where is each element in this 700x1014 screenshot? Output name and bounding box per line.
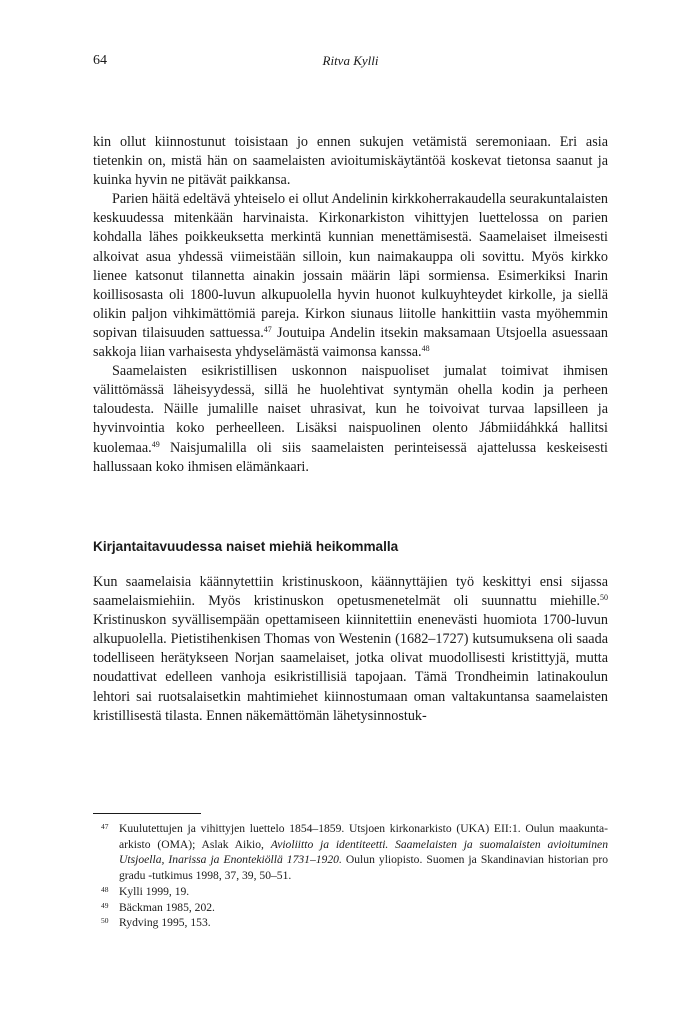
paragraph-text: kin ollut kiinnostunut toisistaan jo ennen sukujen vetämistä seremoniaan. Eri asia tietenkin on, mistä hän on saamelaisten avioitumiskäytäntöä koskevat tietonsa saanut ja kuinka hyvin ne pitävät paikkansa. bbox=[93, 134, 608, 189]
paragraph bbox=[93, 362, 608, 477]
footnote bbox=[93, 900, 608, 916]
paragraph-text: Kristinuskon syvällisempään opettamiseen kiinnitettiin enenevästi huomiota 1700-luvun alkupuolella. Pietistihenkisen Thomas von Westenin (1682–1727) kutsumuksena oli saada todelliseen herätykseen Norjan saamelaiset, jotka olivat muodollisesti kristittyjä, mutta noudattivat edelleen vanhoja esikristillisiä tapojaan. Tämä Trondheimin latinakoulun lehtori sai ruotsalaisetkin mahtimiehet kiinnostumaan oman valtakuntansa saamelaisten kristillisestä tilasta. Ennen näkemättömän lähetysinnostuk- bbox=[93, 612, 608, 724]
page-number: 64 bbox=[93, 53, 107, 68]
paragraph-text: Naisjumalilla oli siis saamelaisten perinteisessä ajattelussa keskeisesti hallussaan koko ihmisen elämänkaari. bbox=[93, 439, 608, 475]
paragraph-text: Kun saamelaisia käännytettiin kristinuskoon, käännyttäjien työ keskittyi ensi sijassa saamelaismiehiin. Myös kristinuskon opetusmenetelmät oli suunnattu miehille. bbox=[93, 574, 608, 610]
footnote-number: 48 bbox=[101, 884, 109, 894]
footnotes bbox=[93, 821, 608, 931]
paragraph-text: Saamelaisten esikristillisen uskonnon naispuoliset jumalat toimivat ihmisen välittömässä läheisyydessä, sillä he huolehtivat syntymän ohella kodin ja perheen taloudesta. Näille jumalille naiset uhrasivat, kun he toivoivat turvaa lapsilleen ja hyvinvointia koko perheelleen. Lisäksi naispuolinen olento Jábmiidáhkká hallitsi kuolemaa. bbox=[93, 363, 608, 456]
footnote-text: Kuulutettujen ja vihittyjen luettelo 1854–1859. Utsjoen kirkonarkisto (UKA) EII:1. Oulun maakunta-arkisto (OMA); Aslak Aikio, bbox=[119, 822, 608, 851]
footnote-title: Avioliitto ja identiteetti. Saamelaisten ja suomalaisten avioituminen Utsjoella, Inarissa ja Enontekiöllä 1731–1920. bbox=[119, 837, 608, 867]
body-text bbox=[93, 133, 608, 477]
paragraph bbox=[93, 133, 608, 190]
paragraph bbox=[93, 190, 608, 362]
footnote bbox=[93, 821, 608, 884]
footnote-number: 49 bbox=[101, 900, 109, 910]
section-body-text bbox=[93, 573, 608, 726]
paragraph-text: maksamaan Utsjoella asuessaan sakkoja liian varhaisesta yhdyselämästä vaimonsa kanssa. bbox=[93, 324, 609, 361]
footnote-text: Bäckman 1985, 202. bbox=[119, 900, 215, 914]
running-head: Ritva Kylli bbox=[322, 53, 379, 68]
footnote bbox=[93, 915, 608, 931]
footnote-divider bbox=[93, 813, 201, 814]
paragraph-text: Parien häitä edeltävä yhteiselo ei ollut Andelinin kirkkoherrakaudella seurakuntalaisten keskuudessa mitenkään harvinaista. Kirkonarkiston vihittyjen luettelossa on parien kohdalla lähes poikkeuksetta merkintä kunnian menettämisestä. Saamelaiset ilmeisesti alkoivat asua yhdessä viimeistään silloin, kun naimakauppa oli sovittu. Myös kirkko lienee katsonut tilannetta ainakin jossain määrin läpi sormiensa. Esimerkiksi Inarin koillisosasta oli 1800-luvun alkupuolella hyvin huonot kulkuyhteydet kirkolle, ja siellä olikin paljon vihkimättömiä pareja. Kirkon siunaus liitolle hankittiin vasta myöhemmin sopivan tilaisuuden sattuessa. bbox=[93, 191, 608, 341]
footnote-ref[interactable]: 48 bbox=[421, 344, 430, 354]
footnote-ref[interactable]: 49 bbox=[151, 439, 160, 449]
footnote-text: Oulun yliopisto. Suomen ja Skandinavian historian pro gradu -tutkimus 1998, 37, 39, 50–51. bbox=[119, 853, 609, 883]
footnote-ref[interactable]: 47 bbox=[263, 324, 272, 334]
footnote-text: Rydving 1995, 153. bbox=[119, 916, 211, 930]
page-header bbox=[93, 53, 608, 71]
footnote-number: 50 bbox=[101, 916, 109, 926]
footnote-ref[interactable]: 50 bbox=[600, 593, 608, 603]
footnote-number: 47 bbox=[101, 822, 109, 831]
section-heading: Kirjantaitavuudessa naiset miehiä heikommalla bbox=[93, 539, 399, 554]
paragraph bbox=[93, 573, 608, 726]
footnote-text: Kylli 1999, 19. bbox=[119, 884, 190, 898]
paragraph-text: Joutuipa Andelin itsekin bbox=[271, 324, 419, 341]
footnote bbox=[93, 884, 608, 900]
